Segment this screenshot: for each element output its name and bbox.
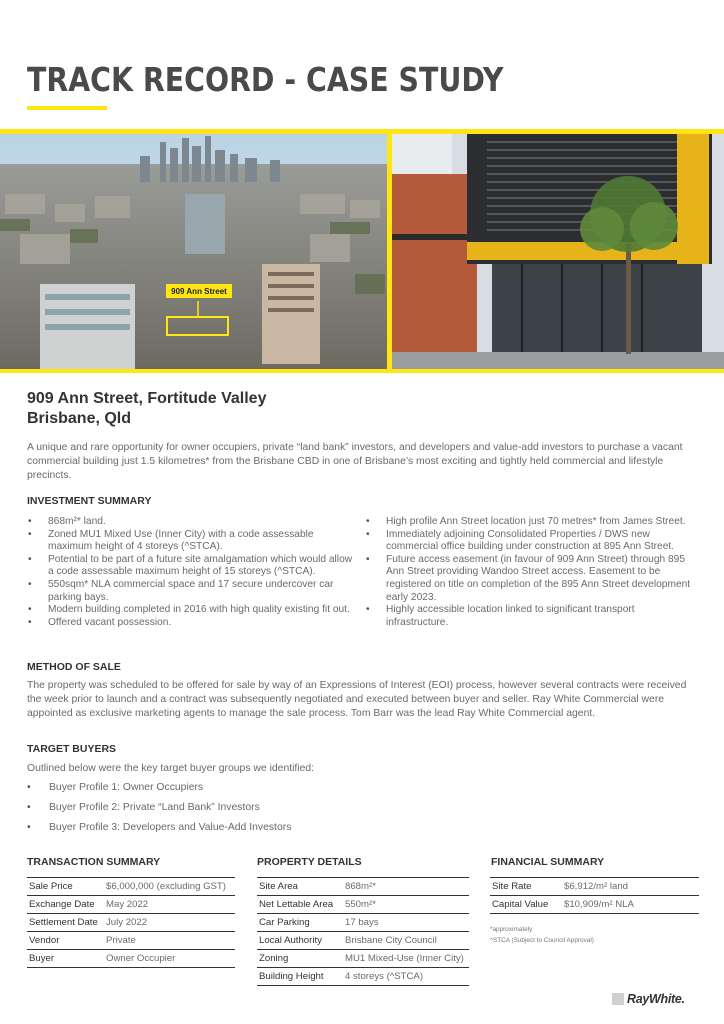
footnote-stca: ^STCA (Subject to Council Approval)	[490, 937, 594, 944]
buyer-profiles-list	[27, 781, 291, 841]
table-row: Sale Price $6,000,000 (excluding GST)	[27, 878, 235, 896]
table-row: Local Authority Brisbane City Council	[257, 932, 469, 950]
investment-summary-heading: INVESTMENT SUMMARY	[27, 495, 152, 507]
table-row: Settlement Date July 2022	[27, 914, 235, 932]
list-item: • Offered vacant possession.	[28, 617, 353, 630]
logo-text: RayWhite.	[627, 992, 685, 1006]
list-item: • 550sqm* NLA commercial space and 17 secure undercover car parking bays.	[28, 579, 353, 604]
table-row: Zoning MU1 Mixed-Use (Inner City)	[257, 950, 469, 968]
table-row: Exchange Date May 2022	[27, 896, 235, 914]
title-accent-bar	[27, 106, 107, 110]
transaction-summary-table	[27, 877, 235, 968]
list-item: • Buyer Profile 3: Developers and Value-Add Investors	[27, 821, 291, 841]
method-of-sale-heading: METHOD OF SALE	[27, 661, 121, 673]
target-buyers-heading: TARGET BUYERS	[27, 743, 117, 755]
table-row: Site Rate $6,912/m² land	[490, 878, 699, 896]
list-item: • High profile Ann Street location just 70 metres* from James Street.	[366, 516, 696, 529]
list-item: • Modern building completed in 2016 with high quality existing fit out.	[28, 604, 353, 617]
table-row: Net Lettable Area 550m²*	[257, 896, 469, 914]
list-item: • Buyer Profile 1: Owner Occupiers	[27, 781, 291, 801]
table-row: Car Parking 17 bays	[257, 914, 469, 932]
footnotes	[490, 924, 594, 946]
page-title: TRACK RECORD - CASE STUDY	[27, 60, 504, 99]
building-photo	[392, 134, 724, 369]
property-address: 909 Ann Street, Fortitude Valley	[27, 390, 267, 407]
ray-white-logo	[612, 992, 685, 1006]
logo-square-icon	[612, 993, 624, 1005]
table-row: Building Height 4 storeys (^STCA)	[257, 968, 469, 986]
list-item: • Zoned MU1 Mixed Use (Inner City) with a code assessable maximum height of 4 storeys (^STCA).	[28, 529, 353, 554]
aerial-photo	[0, 134, 387, 369]
method-of-sale-text: The property was scheduled to be offered for sale by way of an Expressions of Interest (EOI) process, however several contracts were received the week prior to launch and a contract was subsequently negotiated and executed between buyer and seller. Ray White Commercial were appointed as exclusive marketing agents to manage the sale process. Tom Barr was the lead Ray White Commercial agent.	[27, 680, 687, 720]
table-row: Vendor Private	[27, 932, 235, 950]
financial-summary-table	[490, 877, 699, 914]
property-details-table	[257, 877, 469, 986]
list-item: • Buyer Profile 2: Private “Land Bank” Investors	[27, 801, 291, 821]
property-details-heading: PROPERTY DETAILS	[257, 856, 362, 868]
list-item: • Highly accessible location linked to significant transport infrastructure.	[366, 604, 696, 629]
list-item: • Immediately adjoining Consolidated Properties / DWS new commercial office building under construction at 895 Ann Street.	[366, 529, 696, 554]
intro-paragraph: A unique and rare opportunity for owner occupiers, private “land bank” investors, and developers and value-add investors to purchase a vacant commercial building just 1.5 kilometres* from the Brisbane CBD in one of Brisbane’s most exciting and tightly held commercial and lifestyle precincts.	[27, 442, 683, 481]
list-item: • 868m²* land.	[28, 516, 353, 529]
investment-list-left	[28, 516, 353, 629]
target-buyers-intro: Outlined below were the key target buyer groups we identified:	[27, 763, 315, 774]
investment-list-right	[366, 516, 696, 629]
transaction-summary-heading: TRANSACTION SUMMARY	[27, 856, 161, 868]
footnote-approx: *approximately	[490, 926, 533, 933]
table-row: Capital Value $10,909/m² NLA	[490, 896, 699, 914]
site-label: 909 Ann Street	[171, 287, 227, 296]
table-row: Site Area 868m²*	[257, 878, 469, 896]
property-city: Brisbane, Qld	[27, 410, 132, 427]
list-item: • Future access easement (in favour of 909 Ann Street) through 895 Ann Street providing Wandoo Street access. Easement to be registered on title on completion of the 895 Ann Street development early 2023.	[366, 554, 696, 604]
list-item: • Potential to be part of a future site amalgamation which would allow a code assessable maximum height of 15 storeys (^STCA).	[28, 554, 353, 579]
financial-summary-heading: FINANCIAL SUMMARY	[491, 856, 605, 868]
table-row: Buyer Owner Occupier	[27, 950, 235, 968]
